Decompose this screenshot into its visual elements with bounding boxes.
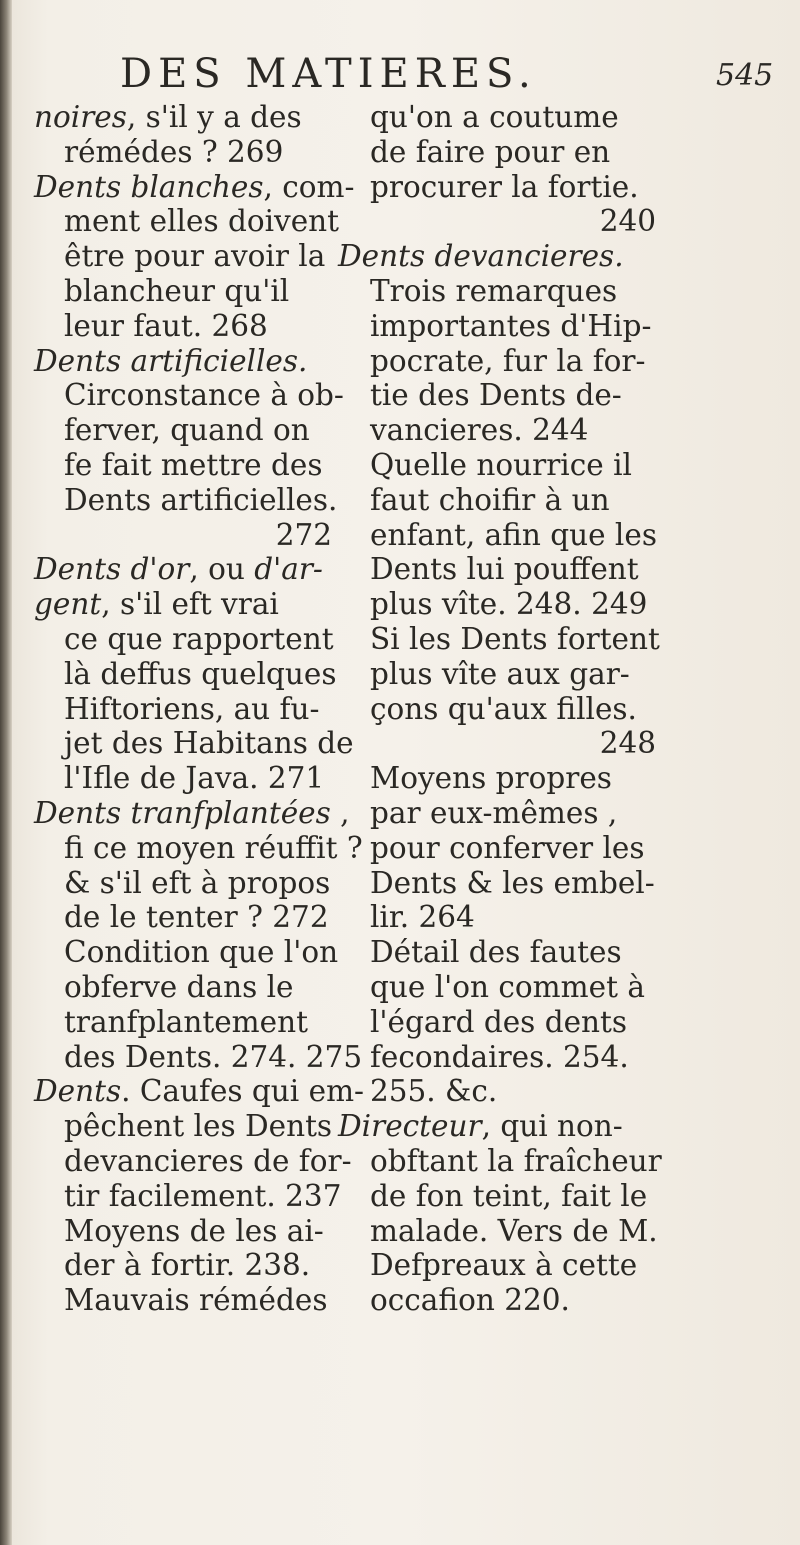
index-line (34, 1179, 344, 1214)
index-text: obferve dans le (64, 969, 294, 1004)
index-heading: Dents d'or (34, 552, 190, 587)
index-line (34, 239, 344, 274)
index-line (338, 1074, 668, 1109)
index-line (338, 692, 668, 727)
index-text: occafion 220. (370, 1283, 570, 1318)
index-column-right (338, 100, 668, 1318)
index-text: & s'il eft à propos (64, 865, 331, 900)
index-line (34, 761, 344, 796)
index-line (34, 448, 344, 483)
index-text: , com- (263, 169, 355, 204)
index-text: Moyens de les ai- (64, 1213, 324, 1248)
index-line (338, 657, 668, 692)
index-line (34, 935, 344, 970)
index-text: 272 (275, 517, 332, 552)
index-text: fecondaires. 254. (370, 1039, 629, 1074)
index-text: çons qu'aux filles. (370, 691, 637, 726)
index-text: , (330, 795, 350, 830)
index-line (34, 692, 344, 727)
index-line (338, 970, 668, 1005)
index-text: tie des Dents de- (370, 378, 622, 413)
index-line (338, 622, 668, 657)
index-line (34, 795, 350, 831)
index-line (338, 587, 668, 622)
index-column-left (34, 100, 365, 1318)
index-text: plus vîte. 248. 249 (370, 587, 648, 622)
index-line (338, 866, 668, 901)
index-line (338, 761, 668, 796)
index-heading: Dents tranfplantées (34, 795, 331, 830)
index-text: Si les Dents fortent (370, 621, 660, 656)
index-line (338, 239, 668, 274)
index-text: de le tenter ? 272 (64, 900, 329, 935)
index-text: fi ce moyen réuffit ? (64, 830, 363, 865)
index-line (338, 900, 668, 935)
index-text: vancieres. 244 (370, 413, 589, 448)
index-text: ferver, quand on (64, 413, 310, 448)
index-text: être pour avoir la (64, 239, 326, 274)
page-number: 545 (716, 58, 774, 93)
index-text: que l'on commet à (370, 969, 645, 1004)
index-text: Moyens propres (370, 761, 612, 796)
page-header (0, 48, 800, 100)
index-text: par eux-mêmes , (370, 795, 618, 830)
index-heading: noires (34, 100, 127, 134)
index-text: devancieres de for- (64, 1143, 352, 1178)
index-text: 255. &c. (370, 1074, 498, 1109)
index-line (34, 135, 344, 170)
index-text: tir facilement. 237 (64, 1178, 342, 1213)
index-text: qu'on a coutume (370, 100, 619, 134)
index-text: lir. 264 (370, 900, 475, 935)
index-line (34, 726, 354, 761)
index-line (338, 170, 668, 205)
index-line (34, 1248, 344, 1283)
index-line (338, 518, 668, 553)
index-line (34, 1039, 363, 1075)
index-line (338, 1214, 668, 1249)
index-text: rémédes ? 269 (64, 134, 284, 169)
index-line (34, 483, 344, 518)
index-line (338, 204, 668, 239)
index-line (338, 344, 668, 379)
index-text: malade. Vers de M. (370, 1213, 658, 1248)
index-line (34, 1074, 365, 1109)
index-line (34, 413, 344, 448)
index-line (34, 309, 344, 344)
index-text: der à fortir. 238. (64, 1248, 311, 1283)
index-line (338, 552, 668, 587)
index-text: Circonstance à ob- (64, 378, 344, 413)
index-text: pocrate, fur la for- (370, 343, 646, 378)
index-line (34, 1109, 344, 1144)
index-text: ment elles doivent (64, 204, 340, 239)
index-line (34, 587, 344, 622)
index-text: , s'il y a des (126, 100, 302, 134)
index-line (338, 100, 668, 135)
index-line (34, 169, 355, 205)
index-line (34, 204, 344, 239)
index-heading: Directeur (338, 1109, 482, 1144)
index-heading: Dents artificielles. (34, 343, 308, 378)
index-line (34, 970, 344, 1005)
index-text: Dents & les embel- (370, 865, 655, 900)
index-line (34, 344, 344, 379)
index-line (338, 448, 668, 483)
index-text: plus vîte aux gar- (370, 656, 630, 691)
index-line (34, 1005, 344, 1040)
index-text: Quelle nourrice il (370, 447, 632, 482)
index-text: jet des Habitans de (64, 726, 354, 761)
index-line (34, 900, 344, 935)
index-line (338, 1040, 668, 1075)
index-text: 248 (599, 726, 656, 761)
index-line (34, 622, 344, 657)
index-line (338, 1005, 668, 1040)
index-text: ce que rapportent (64, 621, 334, 656)
index-line (338, 1283, 668, 1318)
index-line (338, 1248, 668, 1283)
index-line (34, 1214, 344, 1249)
index-text: Hiftoriens, au fu- (64, 691, 320, 726)
index-line (34, 830, 363, 866)
index-text: , qui non- (481, 1109, 623, 1144)
index-text: tranfplantement (64, 1004, 308, 1039)
index-text: Trois remarques (370, 273, 618, 308)
index-text: importantes d'Hip- (370, 308, 652, 343)
index-line (34, 866, 344, 901)
index-line (34, 1143, 352, 1179)
running-head: DES MATIERES. (120, 51, 537, 97)
index-text: blancheur qu'il (64, 273, 290, 308)
index-line (338, 726, 668, 761)
index-heading: Dents (34, 1074, 122, 1109)
index-line (34, 518, 344, 553)
index-text: pêchent les Dents (64, 1109, 333, 1144)
index-text: Dents artificielles. (64, 482, 338, 517)
index-heading: Dents blanches (34, 169, 264, 204)
binding-gutter (0, 0, 12, 1545)
index-line (34, 378, 344, 413)
index-text: de fon teint, fait le (370, 1178, 648, 1213)
index-line (338, 483, 668, 518)
index-line (338, 378, 668, 413)
index-text: fe fait mettre des (64, 447, 323, 482)
index-line (338, 135, 668, 170)
index-text: leur faut. 268 (64, 308, 268, 343)
index-text: l'Ifle de Java. 271 (64, 761, 325, 796)
index-text: pour conferver les (370, 830, 645, 865)
index-text: 240 (599, 204, 656, 239)
index-line (338, 413, 668, 448)
index-line (34, 657, 344, 692)
index-line (338, 796, 668, 831)
index-text: l'égard des dents (370, 1004, 628, 1039)
index-text: Détail des fautes (370, 935, 622, 970)
index-text: obftant la fraîcheur (370, 1143, 662, 1178)
index-text: procurer la fortie. (370, 169, 639, 204)
index-text: , s'il eft vrai (101, 587, 279, 622)
index-line (34, 100, 344, 135)
index-line (338, 1179, 668, 1214)
index-line (338, 274, 668, 309)
index-line (338, 1109, 668, 1144)
index-line (34, 552, 344, 587)
index-text: faut choifir à un (370, 482, 610, 517)
index-line (338, 1144, 668, 1179)
index-line (34, 1283, 344, 1318)
index-text: enfant, afin que les (370, 517, 657, 552)
index-text: de faire pour en (370, 134, 611, 169)
index-text: , ou (189, 552, 255, 587)
index-text: Condition que l'on (64, 935, 339, 970)
index-text: Dents lui pouffent (370, 552, 639, 587)
index-heading: gent (34, 587, 102, 622)
index-line (338, 831, 668, 866)
index-text: des Dents. 274. 275 (64, 1039, 363, 1074)
index-line (338, 935, 668, 970)
index-text: . Caufes qui em- (121, 1074, 365, 1109)
index-line (34, 274, 344, 309)
index-text: là deffus quelques (64, 656, 337, 691)
index-text: Mauvais rémédes (64, 1283, 328, 1318)
index-heading: Dents devancieres. (338, 239, 624, 274)
index-line (338, 309, 668, 344)
index-text: Defpreaux à cette (370, 1248, 638, 1283)
index-heading: d'ar- (254, 552, 323, 587)
